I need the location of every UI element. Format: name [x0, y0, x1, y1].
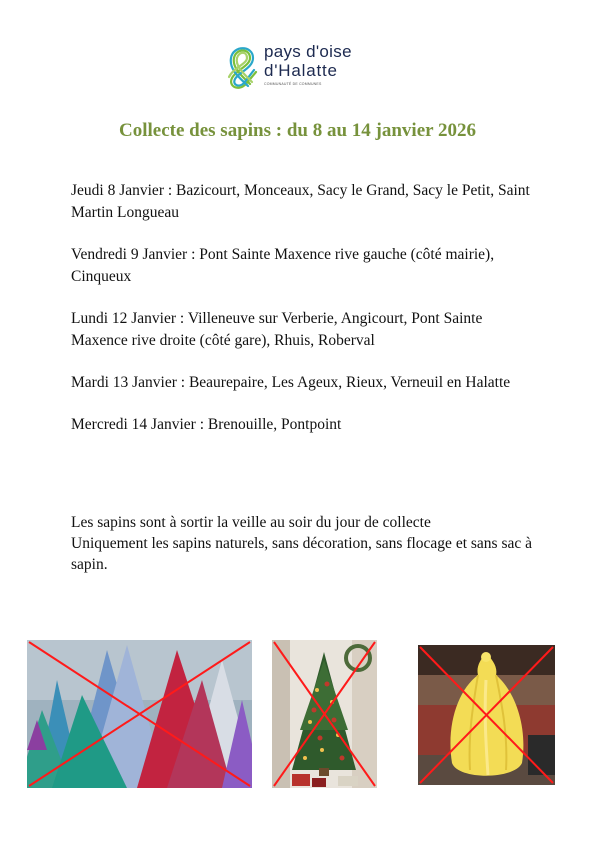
- flocked-colored-trees-photo: [27, 640, 252, 788]
- schedule-communes: Bazicourt, Monceaux, Sacy le Grand, Sacy le Petit, Saint Martin Longueau: [71, 182, 530, 221]
- schedule-item: [71, 414, 541, 436]
- schedule-day: Mardi 13 Janvier: [71, 374, 177, 391]
- schedule-separator: :: [195, 416, 208, 433]
- cross-out-icon: [418, 645, 555, 785]
- ampersand-logo-icon: [224, 40, 262, 92]
- schedule-item: [71, 180, 541, 224]
- schedule-day: Vendredi 9 Janvier: [71, 246, 188, 263]
- cross-out-icon: [27, 640, 252, 788]
- schedule-communes: Pont Sainte Maxence rive gauche (côté mairie), Cinqueux: [71, 246, 495, 285]
- schedule-separator: :: [187, 246, 200, 263]
- schedule-day: Lundi 12 Janvier: [71, 310, 177, 327]
- schedule-day: Mercredi 14 Janvier: [71, 416, 196, 433]
- collection-notes: [71, 512, 541, 575]
- tree-in-bag-photo: [418, 645, 555, 785]
- schedule-communes: Beaurepaire, Les Ageux, Rieux, Verneuil en Halatte: [188, 374, 511, 391]
- schedule-separator: :: [176, 374, 189, 391]
- schedule-item: [71, 308, 541, 352]
- schedule-day: Jeudi 8 Janvier: [71, 182, 164, 199]
- schedule-communes: Brenouille, Pontpoint: [207, 416, 342, 433]
- schedule-communes: Villeneuve sur Verberie, Angicourt, Pont Sainte Maxence rive droite (côté gare), Rhuis, Roberval: [71, 310, 483, 349]
- decorated-christmas-tree-photo: [272, 640, 377, 788]
- logo-line-1: pays d'oise: [264, 42, 352, 61]
- note-line: Les sapins sont à sortir la veille au soir du jour de collecte: [71, 514, 431, 531]
- logo-tagline: COMMUNAUTÉ DE COMMUNES: [264, 82, 322, 86]
- page-title: Collecte des sapins : du 8 au 14 janvier 2026: [119, 120, 476, 141]
- schedule-item: [71, 372, 541, 394]
- cross-out-icon: [272, 640, 377, 788]
- logo-line-2: d'Halatte: [264, 61, 338, 80]
- note-line: Uniquement les sapins naturels, sans décoration, sans flocage et sans sac à sapin.: [71, 535, 532, 573]
- logo: [224, 40, 374, 92]
- schedule-separator: :: [163, 182, 177, 199]
- schedule-separator: :: [176, 310, 188, 327]
- collection-schedule: [71, 180, 541, 456]
- schedule-item: [71, 244, 541, 288]
